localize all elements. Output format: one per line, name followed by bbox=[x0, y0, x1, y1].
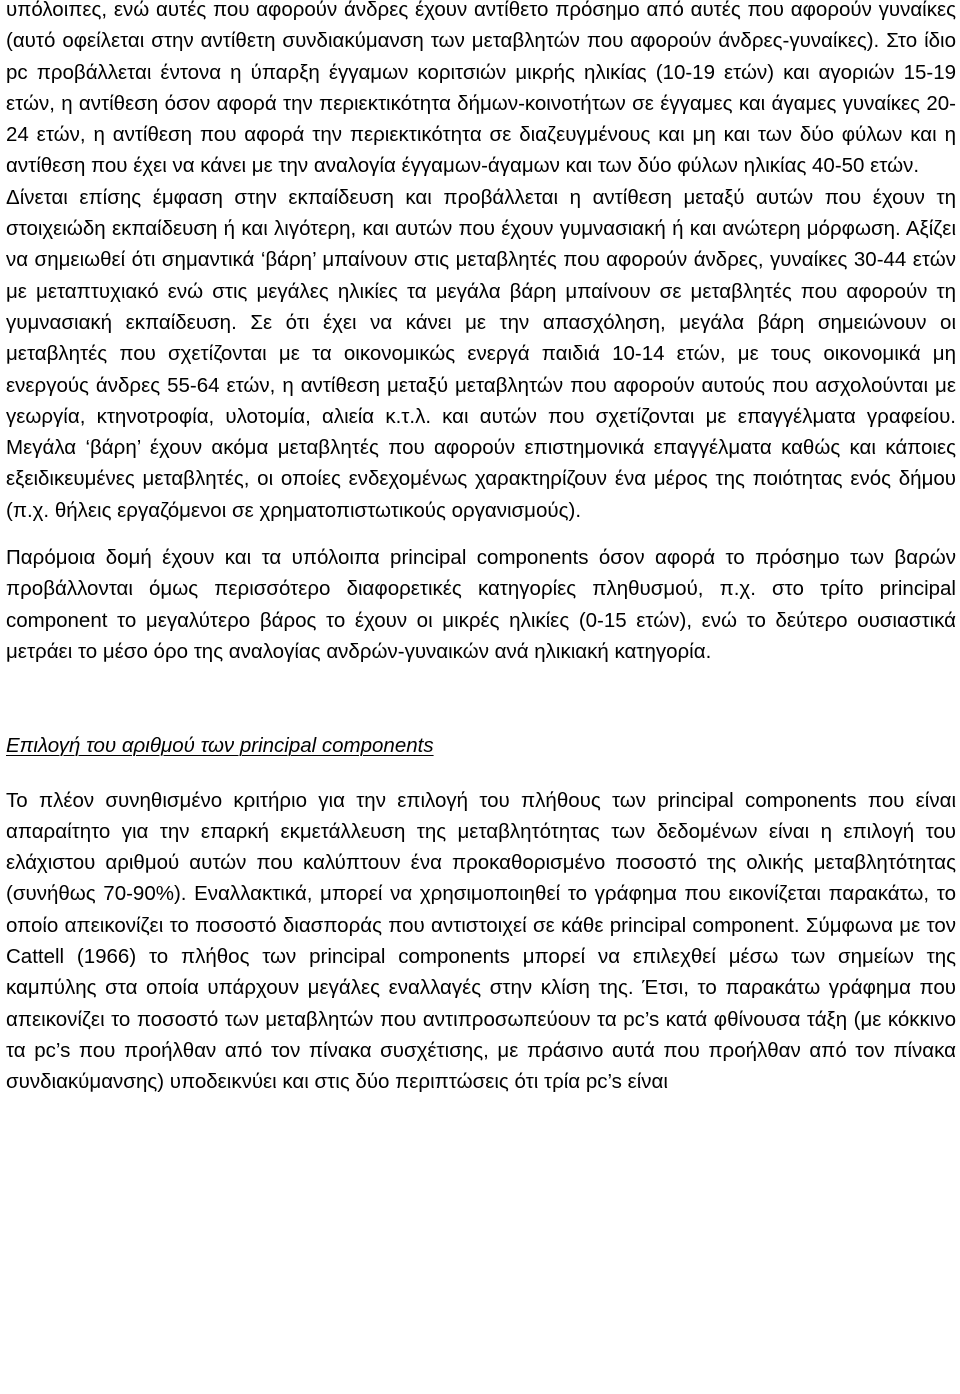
body-paragraph: υπόλοιπες, ενώ αυτές που αφορούν άνδρες έχουν αντίθετο πρόσημο από αυτές που αφορούν γυναίκες (αυτό οφείλεται στην αντίθετη συνδιακύμανση των μεταβλητών που αφορούν άνδρες-γυναίκες). Στο ίδιο pc προβάλλεται έντονα η ύπαρξη έγγαμων κοριτσιών μικρής ηλικίας (10-19 ετών) και αγοριών 15-19 ετών, η αντίθεση όσον αφορά την περιεκτικότητα δήμων-κοινοτήτων σε έγγαμες και άγαμες γυναίκες 20-24 ετών, η αντίθεση που αφορά την περιεκτικότητα σε διαζευγμένους και μη και των δύο φύλων και η αντίθεση που έχει να κάνει με την αναλογία έγγαμων-άγαμων και των δύο φύλων ηλικίας 40-50 ετών. bbox=[6, 0, 956, 178]
body-paragraph: Το πλέον συνηθισμένο κριτήριο για την επιλογή του πλήθους των principal components που είναι απαραίτητο για την επαρκή εκμετάλλευση της μεταβλητότητας των δεδομένων είναι η επιλογή του ελάχιστου αριθμού αυτών που καλύπτουν ένα προκαθορισμένο ποσοστό της ολικής μεταβλητότητας (συνήθως 70-90%). Εναλλακτικά, μπορεί να χρησιμοποιηθεί το γράφημα που εικονίζεται παρακάτω, το οποίο απεικονίζει το ποσοστό διασποράς που αντιστοιχεί σε κάθε principal component. Σύμφωνα με τον Cattell (1966) το πλήθος των principal components μπορεί να επιλεχθεί μέσω των σημείων της καμπύλης στα οποία υπάρχουν μεγάλες εναλλαγές στην κλίση της. Έτσι, το παρακάτω γράφημα που απεικονίζει το ποσοστό των μεταβλητών που αντιπροσωπεύουν τα pc’s κατά φθίνουσα τάξη (με κόκκινο τα pc’s που προήλθαν από τον πίνακα συσχέτισης, με πράσινο αυτά που προήλθαν από τον πίνακα συνδιακύμανσης) υποδεικνύει και στις δύο περιπτώσεις ότι τρία pc’s είναι bbox=[6, 788, 956, 1094]
document-page bbox=[6, 0, 956, 1394]
body-paragraph: Δίνεται επίσης έμφαση στην εκπαίδευση και προβάλλεται η αντίθεση μεταξύ αυτών που έχουν τη στοιχειώδη εκπαίδευση ή και λιγότερη, και αυτών που έχουν γυμνασιακή ή και ανώτερη μόρφωση. Αξίζει να σημειωθεί ότι σημαντικά ‘βάρη’ μπαίνουν στις μεταβλητές που αφορούν άνδρες, γυναίκες 30-44 ετών με μεταπτυχιακό ενώ στις μεγάλες ηλικίες τα μεγάλα βάρη μπαίνουν σε μεταβλητές που αφορούν τη γυμνασιακή εκπαίδευση. Σε ότι έχει να κάνει με την απασχόληση, μεγάλα βάρη σημειώνουν οι μεταβλητές που σχετίζονται με τα οικονομικώς ενεργά παιδιά 10-14 ετών, με τους οικονομικά μη ενεργούς άνδρες 55-64 ετών, η αντίθεση μεταξύ μεταβλητών που αφορούν αυτούς που ασχολούνται με γεωργία, κτηνοτροφία, υλοτομία, αλιεία κ.τ.λ. και αυτών που σχετίζονται με επαγγέλματα γραφείου. Μεγάλα ‘βάρη’ έχουν ακόμα μεταβλητές που αφορούν επιστημονικά επαγγέλματα καθώς και κάποιες εξειδικευμένες μεταβλητές, οι οποίες ενδεχομένως χαρακτηρίζουν ένα μέρος της ποιότητας ενός δήμου (π.χ. θήλεις εργαζόμενοι σε χρηματοπιστωτικούς οργανισμούς). bbox=[6, 185, 956, 522]
section-heading: Επιλογή του αριθμού των principal components bbox=[6, 734, 434, 758]
body-paragraph: Παρόμοια δομή έχουν και τα υπόλοιπα principal components όσον αφορά το πρόσημο των βαρών προβάλλονται όμως περισσότερο διαφορετικές κατηγορίες πληθυσμού, π.χ. στο τρίτο principal component το μεγαλύτερο βάρος το έχουν οι μικρές ηλικίες (0-15 ετών), ενώ το δεύτερο ουσιαστικά μετράει το μέσο όρο της αναλογίας ανδρών-γυναικών ανά ηλικιακή κατηγορία. bbox=[6, 546, 956, 663]
